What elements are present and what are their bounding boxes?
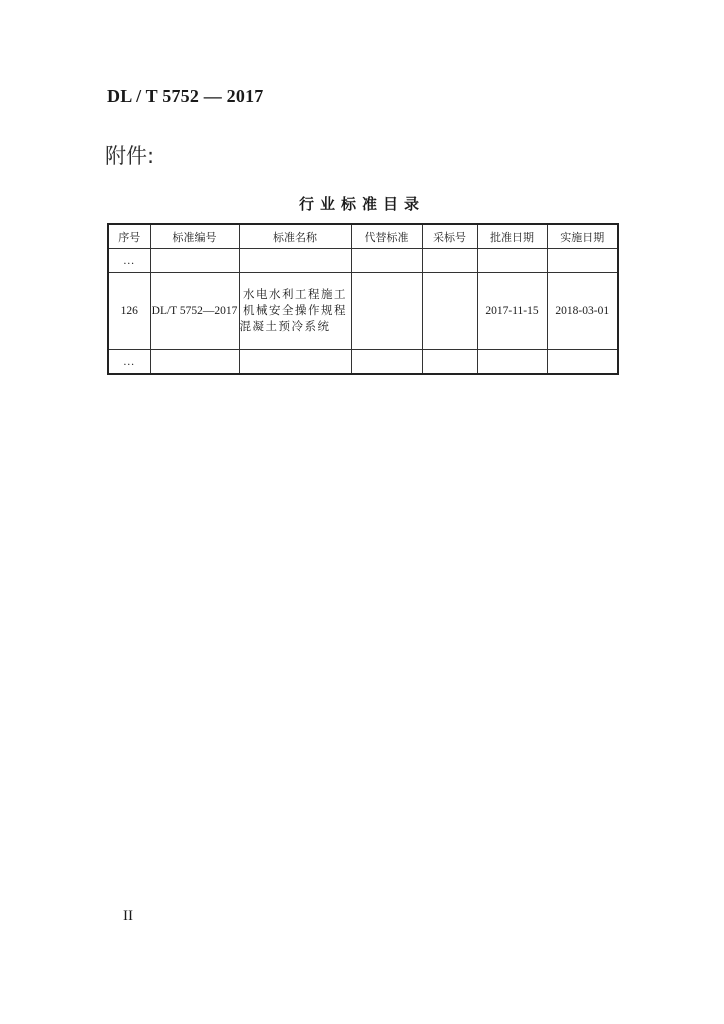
cell-adopted (422, 350, 477, 375)
cell-code: DL/T 5752—2017 (150, 273, 239, 350)
page-number: II (123, 908, 133, 924)
col-header-code: 标准编号 (150, 224, 239, 249)
cell-name (239, 350, 351, 375)
cell-approved (477, 350, 547, 375)
cell-replaces (351, 249, 422, 273)
standard-number: DL / T 5752 — 2017 (107, 86, 264, 106)
standards-catalog-table (107, 223, 619, 375)
cell-adopted (422, 249, 477, 273)
cell-replaces (351, 273, 422, 350)
table-row (108, 249, 618, 273)
cell-code (150, 249, 239, 273)
cell-name (239, 249, 351, 273)
col-header-name: 标准名称 (239, 224, 351, 249)
cell-effective (547, 249, 618, 273)
cell-seq: … (108, 249, 150, 273)
cell-name: 水电水利工程施工机械安全操作规程 混凝土预冷系统 (239, 273, 351, 350)
table-row (108, 273, 618, 350)
col-header-seq: 序号 (108, 224, 150, 249)
cell-approved (477, 249, 547, 273)
col-header-adopted: 采标号 (422, 224, 477, 249)
cell-adopted (422, 273, 477, 350)
col-header-approved: 批准日期 (477, 224, 547, 249)
cell-effective: 2018-03-01 (547, 273, 618, 350)
table-header-row (108, 224, 618, 249)
table-row (108, 350, 618, 375)
cell-seq: … (108, 350, 150, 375)
cell-approved: 2017-11-15 (477, 273, 547, 350)
cell-replaces (351, 350, 422, 375)
attachment-label: 附件: (105, 144, 155, 168)
cell-effective (547, 350, 618, 375)
table-title: 行业标准目录 (298, 195, 425, 213)
col-header-effective: 实施日期 (547, 224, 618, 249)
cell-code (150, 350, 239, 375)
col-header-replaces: 代替标准 (351, 224, 422, 249)
cell-seq: 126 (108, 273, 150, 350)
